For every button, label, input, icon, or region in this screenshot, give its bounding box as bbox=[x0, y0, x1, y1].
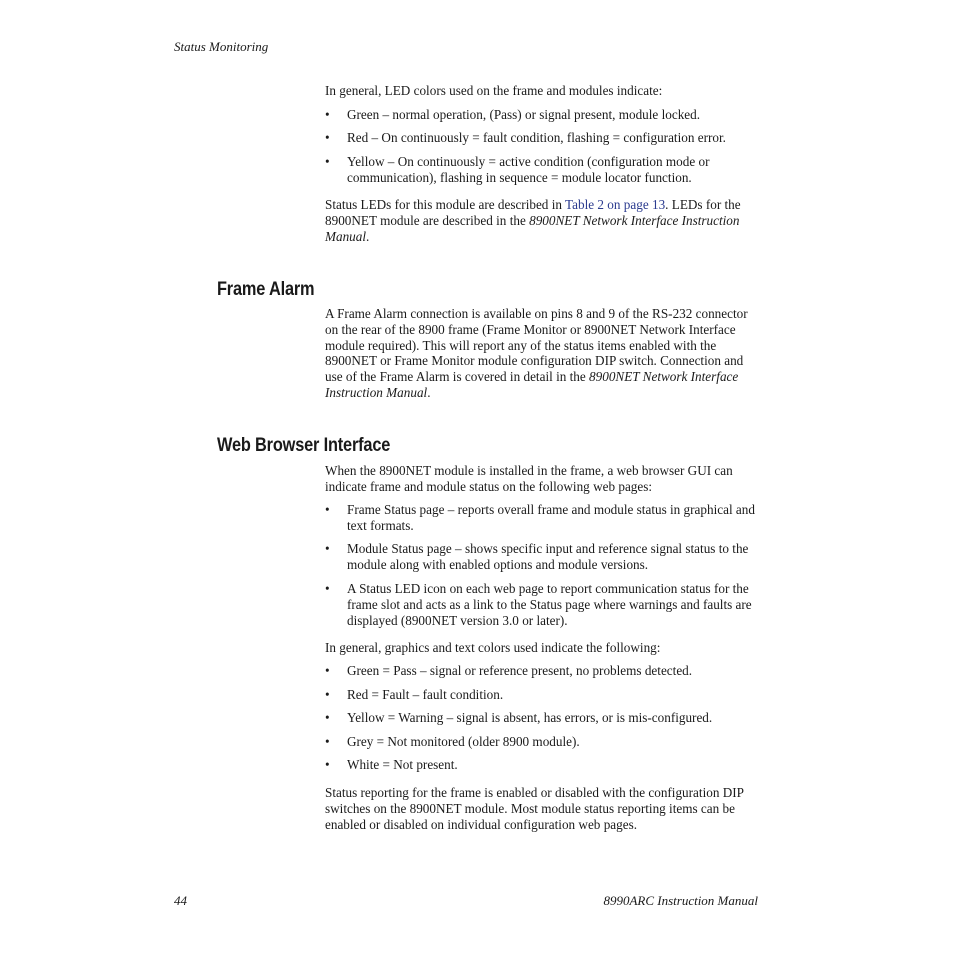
bullet-mark: • bbox=[325, 757, 330, 772]
list-item bbox=[325, 502, 765, 534]
bullet-mark: • bbox=[325, 710, 330, 725]
section-heading-frame-alarm: Frame Alarm bbox=[217, 279, 315, 300]
list-item-text: Frame Status page – reports overall frame and module status in graphical and text formats. bbox=[347, 502, 755, 533]
list-item bbox=[325, 663, 765, 679]
bullet-mark: • bbox=[325, 687, 330, 702]
bullet-mark: • bbox=[325, 541, 330, 556]
running-header: Status Monitoring bbox=[174, 39, 269, 54]
list-item-text: Yellow = Warning – signal is absent, has errors, or is mis-configured. bbox=[347, 710, 713, 725]
list-item bbox=[325, 581, 765, 629]
list-item-text: Yellow – On continuously = active condition (configuration mode or communication), flashing in sequence = module locator function. bbox=[347, 154, 710, 185]
list-item-text: Green – normal operation, (Pass) or signal present, module locked. bbox=[347, 107, 701, 122]
bullet-mark: • bbox=[325, 502, 330, 517]
bullet-mark: • bbox=[325, 154, 330, 169]
frame-alarm-paragraph bbox=[325, 306, 761, 401]
colors-intro: In general, graphics and text colors used indicate the following: bbox=[325, 640, 661, 655]
text-run: . LEDs for the 8900NET module are described in the bbox=[325, 197, 741, 228]
bullet-mark: • bbox=[325, 734, 330, 749]
closing-paragraph: Status reporting for the frame is enabled or disabled with the configuration DIP switches on the 8900NET module. Most module status reporting items can be enabled or disabled on individual configuration web pages. bbox=[325, 785, 744, 832]
text-run: A Frame Alarm connection is available on pins 8 and 9 of the RS-232 connector on the rear of the 8900 frame (Frame Monitor or 8900NET Network Interface module required). This will report any of the status items enabled with the 8900NET or Frame Monitor module configuration DIP switch. Connection and use of the Frame Alarm is covered in detail in the bbox=[325, 306, 748, 385]
list-item-text: Module Status page – shows specific input and reference signal status to the module along with enabled options and module versions. bbox=[347, 541, 749, 572]
manual-title-footer: 8990ARC Instruction Manual bbox=[603, 893, 758, 908]
page-number: 44 bbox=[174, 893, 187, 908]
bullet-mark: • bbox=[325, 107, 330, 122]
manual-title: 8900NET Network Interface Instruction Manual bbox=[325, 369, 739, 400]
text-run: . bbox=[427, 384, 431, 400]
bullet-mark: • bbox=[325, 581, 330, 596]
led-intro: In general, LED colors used on the frame and modules indicate: bbox=[325, 83, 663, 98]
web-browser-intro: When the 8900NET module is installed in the frame, a web browser GUI can indicate frame and module status on the following web pages: bbox=[325, 463, 733, 494]
section-heading-web-browser: Web Browser Interface bbox=[217, 435, 391, 456]
status-leds-paragraph bbox=[325, 197, 765, 244]
list-item bbox=[325, 154, 765, 186]
table-link[interactable]: Table 2 on page 13 bbox=[565, 197, 666, 212]
list-item bbox=[325, 687, 765, 703]
bullet-mark: • bbox=[325, 130, 330, 145]
bullet-mark: • bbox=[325, 663, 330, 678]
list-item bbox=[325, 130, 765, 146]
list-item bbox=[325, 710, 765, 726]
list-item-text: White = Not present. bbox=[347, 757, 458, 772]
text-run: Status LEDs for this module are described in bbox=[325, 197, 566, 212]
list-item-text: Red = Fault – fault condition. bbox=[347, 687, 504, 702]
list-item bbox=[325, 107, 765, 123]
list-item-text: Green = Pass – signal or reference present, no problems detected. bbox=[347, 663, 693, 678]
list-item-text: Red – On continuously = fault condition, flashing = configuration error. bbox=[347, 130, 726, 145]
list-item bbox=[325, 757, 765, 773]
text-run: . bbox=[366, 228, 370, 244]
list-item-text: A Status LED icon on each web page to report communication status for the frame slot and acts as a link to the Status page where warnings and faults are displayed (8900NET version 3.0 or later). bbox=[347, 581, 752, 628]
list-item bbox=[325, 734, 765, 750]
list-item-text: Grey = Not monitored (older 8900 module). bbox=[347, 734, 580, 749]
manual-title: 8900NET Network Interface Instruction Manual bbox=[325, 212, 740, 244]
list-item bbox=[325, 541, 765, 573]
